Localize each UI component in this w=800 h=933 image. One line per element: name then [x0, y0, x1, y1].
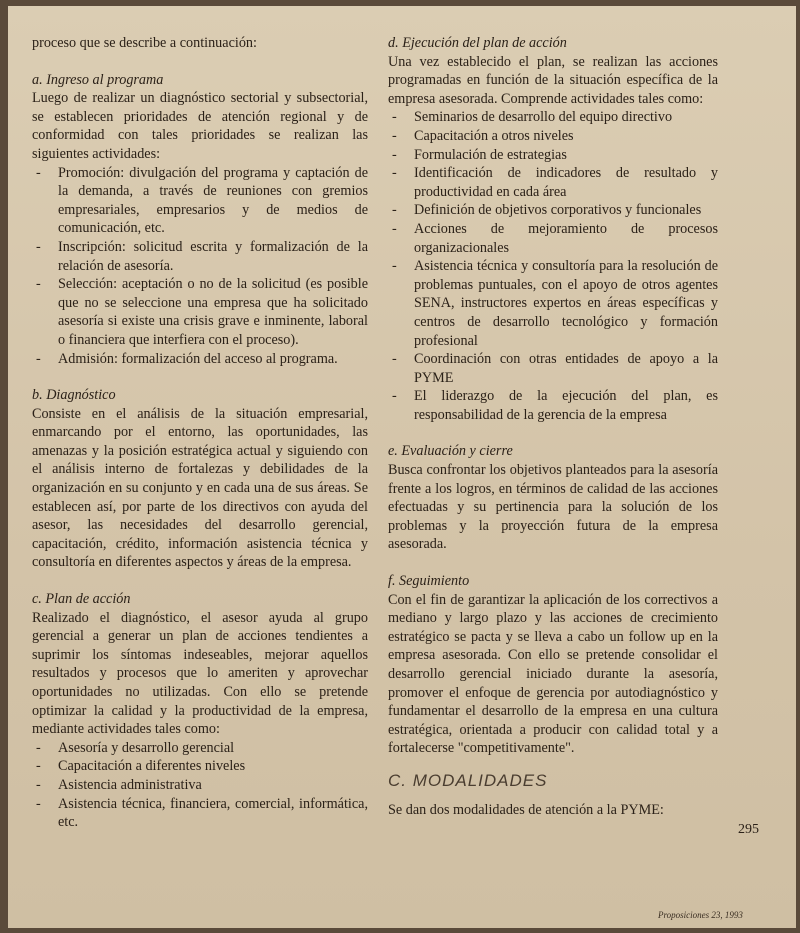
list-item: - Acciones de mejoramiento de procesos organizacionales — [388, 220, 718, 257]
page-number: 295 — [738, 822, 759, 837]
right-column — [388, 34, 718, 819]
left-column — [32, 34, 368, 832]
list-item: - Promoción: divulgación del programa y captación de la demanda, a través de reuniones con gremios empresariales, empresarios y de medios de comunicación, etc. — [32, 164, 368, 238]
paragraph-ingreso: Luego de realizar un diagnóstico sectorial y subsectorial, se establecen prioridades de atención regional y de conformidad con tales prioridades se realizan las siguientes actividades: — [32, 90, 368, 162]
paragraph-ejecucion: Una vez establecido el plan, se realizan las acciones programadas en función de la situación específica de la empresa asesorada. Comprende actividades tales como: — [388, 53, 718, 107]
book-page — [8, 6, 796, 928]
list-item: - Asistencia técnica, financiera, comercial, informática, etc. — [32, 795, 368, 832]
footer-citation: Proposiciones 23, 1993 — [658, 910, 743, 920]
list-plan-accion — [32, 739, 368, 832]
list-item: - Coordinación con otras entidades de apoyo a la PYME — [388, 350, 718, 387]
paragraph-seguimiento: Con el fin de garantizar la aplicación de los correctivos a mediano y largo plazo y las acciones de crecimiento estratégico se pacta y se lleva a cabo un follow up en la empresa asesorada. Con ello se pretende consolidar el desarrollo gerencial iniciado durante la asesoría, promover el enfoque de gerencia por autodiagnóstico y fundamentar el desarrollo de la empresa en una cultura estratégica, orientada a producir con calidad total y a fortalecerse "competitivamente". — [388, 591, 718, 757]
list-item: - Asesoría y desarrollo gerencial — [32, 739, 368, 758]
list-item: - Seminarios de desarrollo del equipo directivo — [388, 108, 718, 127]
heading-plan-accion: c. Plan de acción — [32, 591, 131, 608]
list-ejecucion — [388, 108, 718, 424]
list-item: - Asistencia administrativa — [32, 776, 368, 795]
paragraph-diagnostico: Consiste en el análisis de la situación empresarial, enmarcando por el entorno, las oportunidades, las amenazas y la posición estratégica actual y siguiendo con el análisis interno de fortalezas y debilidades de la organización en su conjunto y en cada una de sus áreas. Se establecen así, por parte de los directivos con ayuda del asesor, las necesidades del desarrollo gerencial, capacitación, crédito, información asistencia técnica y consultoría en diferentes aspectos y áreas de la empresa. — [32, 405, 368, 571]
list-item: - Capacitación a diferentes niveles — [32, 757, 368, 776]
list-item: - Inscripción: solicitud escrita y formalización de la relación de asesoría. — [32, 238, 368, 275]
list-item: - Identificación de indicadores de resultado y productividad en cada área — [388, 164, 718, 201]
list-item: - Selección: aceptación o no de la solicitud (es posible que no se seleccione una empresa que ha solicitado asesoría si existe una crisis grave e inminente, laboral o financiera que interfiera con el proceso). — [32, 275, 368, 349]
list-ingreso — [32, 164, 368, 369]
paragraph-evaluacion: Busca confrontar los objetivos planteados para la asesoría frente a los logros, en términos de calidad de las acciones efectuadas y su pertinencia para la solución de los problemas y la proyección futura de la empresa asesorada. — [388, 462, 718, 553]
list-item: - Admisión: formalización del acceso al programa. — [32, 350, 368, 369]
list-item: - Definición de objetivos corporativos y funcionales — [388, 201, 718, 220]
heading-ejecucion: d. Ejecución del plan de acción — [388, 35, 567, 51]
heading-seguimiento: f. Seguimiento — [388, 573, 470, 590]
heading-ingreso: a. Ingreso al programa — [32, 71, 164, 88]
list-item: - Formulación de estrategias — [388, 146, 718, 165]
heading-diagnostico: b. Diagnóstico — [32, 387, 116, 404]
paragraph-modalidades: Se dan dos modalidades de atención a la PYME: — [388, 801, 664, 818]
section-title-modalidades: C. MODALIDADES — [388, 770, 548, 790]
intro-text: proceso que se describe a continuación: — [32, 35, 257, 51]
heading-evaluacion: e. Evaluación y cierre — [388, 443, 513, 460]
list-item: - El liderazgo de la ejecución del plan, es responsabilidad de la gerencia de la empresa — [388, 387, 718, 424]
list-item: - Asistencia técnica y consultoría para la resolución de problemas puntuales, con el apoyo de otros agentes SENA, instructores expertos en áreas específicas y centros de desarrollo tecnológico y formación profesional — [388, 257, 718, 350]
paragraph-plan-accion: Realizado el diagnóstico, el asesor ayuda al grupo gerencial a generar un plan de acciones tendientes a suprimir los síntomas indeseables, mejorar aquellos resultados y procesos que lo ameriten y aprovechar oportunidades no utilizadas. Con ello se pretende optimizar la calidad y la productividad de la empresa, mediante actividades tales como: — [32, 609, 368, 738]
list-item: - Capacitación a otros niveles — [388, 127, 718, 146]
